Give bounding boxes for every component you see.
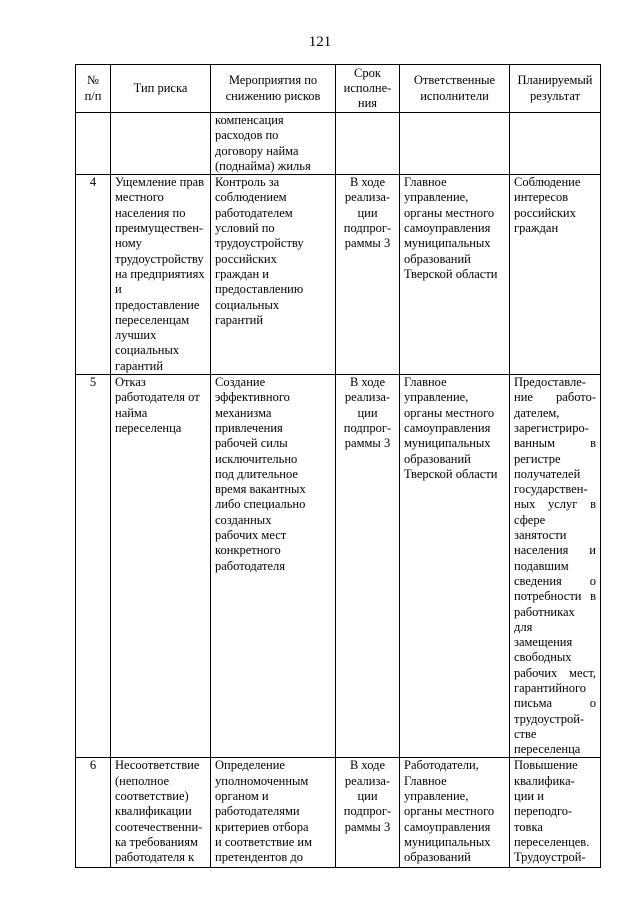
row-6-term xyxy=(336,758,400,868)
cell-line: рабочей силы xyxy=(215,436,288,451)
cell-line: рабочих мест, xyxy=(514,665,596,680)
cell-line: замещения xyxy=(514,635,573,650)
header-measures xyxy=(211,65,336,113)
cell-line: гарантийного xyxy=(514,680,587,695)
cell-line: ции xyxy=(357,205,378,220)
cell-line: Несоответствие xyxy=(115,758,200,773)
cell-line: Предоставле- xyxy=(514,375,586,390)
cell-line: соответствие) xyxy=(115,789,189,804)
cell-line: лучших xyxy=(115,328,157,343)
cell-line: расходов по xyxy=(215,128,279,143)
cell-line: подпрог- xyxy=(343,420,392,435)
row-cont-responsible xyxy=(400,113,510,175)
cell-line: условий по xyxy=(215,221,275,236)
cell-line: трудоустройству xyxy=(115,251,204,266)
table-row xyxy=(76,758,601,868)
cell-line: граждан xyxy=(514,221,559,236)
cell-line: раммы 3 xyxy=(344,819,391,834)
cell-line: предоставление xyxy=(115,297,200,312)
cell-line: соблюдением xyxy=(215,190,287,205)
row-4-risk-type xyxy=(111,175,211,375)
cell-line: гарантий xyxy=(115,358,164,373)
row-4-measures xyxy=(211,175,336,375)
cell-line: органы местного xyxy=(404,405,495,420)
cell-line: органы местного xyxy=(404,205,495,220)
cell-line: Повышение xyxy=(514,758,578,773)
row-cont-num xyxy=(76,113,111,175)
row-5-num: 5 xyxy=(76,375,111,758)
cell-line: сведения о xyxy=(514,573,596,588)
row-cont-term xyxy=(336,113,400,175)
row-4-term xyxy=(336,175,400,375)
row-6-num: 6 xyxy=(76,758,111,868)
cell-line: исполне- xyxy=(343,80,392,95)
cell-line: и соответствие им xyxy=(215,834,313,849)
cell-line: населения и xyxy=(514,543,596,558)
cell-line: ка требованиям xyxy=(115,834,198,849)
cell-line: Срок xyxy=(354,65,381,80)
cell-line: привлечения xyxy=(215,420,283,435)
cell-line: ции xyxy=(357,789,378,804)
cell-line: товка xyxy=(514,819,543,834)
table-row xyxy=(76,175,601,375)
page-number: 121 xyxy=(308,34,332,50)
cell-line: ных услуг в xyxy=(514,497,596,512)
row-cont-risk-type xyxy=(111,113,211,175)
cell-line: раммы 3 xyxy=(344,436,391,451)
cell-line: Главное xyxy=(404,375,447,390)
cell-line: под длительное xyxy=(215,466,298,481)
cell-line: претендентов до xyxy=(215,850,303,865)
cell-line: Создание xyxy=(215,375,266,390)
cell-line: российских xyxy=(514,205,576,220)
row-cont-result xyxy=(510,113,601,175)
cell-line: ния xyxy=(357,96,378,111)
row-cont-measures xyxy=(211,113,336,175)
cell-line: управление, xyxy=(404,390,469,405)
cell-line: рабочих мест xyxy=(215,528,287,543)
cell-line: сфере xyxy=(514,512,546,527)
cell-line: образований xyxy=(404,251,471,266)
header-num xyxy=(76,65,111,113)
row-4-result xyxy=(510,175,601,375)
row-5-measures xyxy=(211,375,336,758)
cell-line: свободных xyxy=(514,650,572,665)
cell-line: работодателя к xyxy=(115,850,195,865)
cell-line: муниципальных xyxy=(404,834,491,849)
cell-line: дателем, xyxy=(514,405,560,420)
cell-line: раммы 3 xyxy=(344,236,391,251)
cell-line: время вакантных xyxy=(215,482,306,497)
cell-line: преимуществен- xyxy=(115,221,204,236)
cell-line: социальных xyxy=(215,297,280,312)
cell-line: работодателем xyxy=(215,205,293,220)
cell-line: самоуправления xyxy=(404,221,491,236)
cell-line: (неполное xyxy=(115,773,170,788)
cell-line: реализа- xyxy=(344,390,391,405)
cell-line: либо специально xyxy=(215,497,306,512)
cell-line: работодателя от xyxy=(115,390,200,405)
cell-line: реализа- xyxy=(344,773,391,788)
cell-line: управление, xyxy=(404,190,469,205)
cell-line: граждан и xyxy=(215,266,269,281)
cell-line: органом и xyxy=(215,789,269,804)
risk-table xyxy=(75,64,601,868)
header-result xyxy=(510,65,601,113)
cell-line: В ходе xyxy=(349,758,386,773)
cell-line: конкретного xyxy=(215,543,281,558)
cell-line: найма xyxy=(115,405,148,420)
cell-line: В ходе xyxy=(349,375,386,390)
cell-line: переселенцев. xyxy=(514,834,590,849)
cell-line: самоуправления xyxy=(404,819,491,834)
cell-line: переселенца xyxy=(115,420,182,435)
cell-line: Соблюдение xyxy=(514,175,581,190)
cell-line: ции и xyxy=(514,789,544,804)
cell-line: критериев отбора xyxy=(215,819,309,834)
cell-line: соотечественни- xyxy=(115,819,203,834)
cell-line: п/п xyxy=(84,88,102,103)
cell-line: ние работо- xyxy=(514,390,596,405)
table-header-row xyxy=(76,65,601,113)
cell-line: исполнители xyxy=(420,88,489,103)
cell-line: на предприятиях xyxy=(115,266,205,281)
cell-line: квалифика- xyxy=(514,773,575,788)
cell-line: подпрог- xyxy=(343,221,392,236)
cell-line: Контроль за xyxy=(215,175,280,190)
cell-line: созданных xyxy=(215,512,272,527)
table-row xyxy=(76,375,601,758)
cell-line: Отказ xyxy=(115,375,146,390)
header-responsible xyxy=(400,65,510,113)
cell-line: договору найма xyxy=(215,143,299,158)
row-6-result xyxy=(510,758,601,868)
cell-line: ции xyxy=(357,405,378,420)
cell-line: Ущемление прав xyxy=(115,175,205,190)
cell-line: механизма xyxy=(215,405,272,420)
cell-line: Планируемый xyxy=(517,73,593,88)
cell-line: подпрог- xyxy=(343,804,392,819)
row-5-risk-type xyxy=(111,375,211,758)
cell-line: В ходе xyxy=(349,175,386,190)
row-5-responsible xyxy=(400,375,510,758)
row-6-responsible xyxy=(400,758,510,868)
row-4-num: 4 xyxy=(76,175,111,375)
cell-line: государствен- xyxy=(514,482,588,497)
cell-line: Определение xyxy=(215,758,285,773)
cell-line: Ответственные xyxy=(413,73,496,88)
cell-line: Главное xyxy=(404,773,447,788)
table-row xyxy=(76,113,601,175)
cell-line: № xyxy=(87,73,99,88)
cell-line: подавшим xyxy=(514,558,569,573)
cell-line: Тверской области xyxy=(404,266,498,281)
row-6-measures xyxy=(211,758,336,868)
cell-line: исключительно xyxy=(215,451,298,466)
row-4-responsible xyxy=(400,175,510,375)
cell-line: работодателями xyxy=(215,804,300,819)
cell-line: переподго- xyxy=(514,804,573,819)
cell-line: письма о xyxy=(514,696,596,711)
cell-line: зарегистриро- xyxy=(514,420,589,435)
cell-line: результат xyxy=(529,88,581,103)
cell-line: ванным в xyxy=(514,436,596,451)
cell-line: занятости xyxy=(514,528,567,543)
cell-line: Трудоустрой- xyxy=(514,850,586,865)
cell-line: стве xyxy=(514,726,537,741)
cell-line: муниципальных xyxy=(404,436,491,451)
cell-line: уполномоченным xyxy=(215,773,309,788)
cell-line: Тверской области xyxy=(404,466,498,481)
cell-line: населения по xyxy=(115,205,186,220)
cell-line: регистре xyxy=(514,451,561,466)
cell-line: социальных xyxy=(115,343,180,358)
cell-line: Работодатели, xyxy=(404,758,479,773)
cell-line: образований xyxy=(404,451,471,466)
cell-line: образований xyxy=(404,850,471,865)
row-5-result xyxy=(510,375,601,758)
cell-line: трудоустрой- xyxy=(514,711,585,726)
cell-line: органы местного xyxy=(404,804,495,819)
cell-line: российских xyxy=(215,251,277,266)
cell-line: Главное xyxy=(404,175,447,190)
cell-line: муниципальных xyxy=(404,236,491,251)
cell-line: для xyxy=(514,619,533,634)
cell-line: трудоустройству xyxy=(215,236,304,251)
header-term xyxy=(336,65,400,113)
cell-line: переселенцам xyxy=(115,312,190,327)
cell-line: и xyxy=(115,282,122,297)
cell-line: ному xyxy=(115,236,142,251)
row-6-risk-type xyxy=(111,758,211,868)
cell-line: работодателя xyxy=(215,558,286,573)
cell-line: (поднайма) жилья xyxy=(215,158,311,173)
cell-line: гарантий xyxy=(215,312,264,327)
cell-line: реализа- xyxy=(344,190,391,205)
cell-line: Мероприятия по xyxy=(228,73,318,88)
cell-line: потребности в xyxy=(514,589,596,604)
cell-line: управление, xyxy=(404,789,469,804)
cell-line: Тип риска xyxy=(133,80,188,95)
header-risk-type xyxy=(111,65,211,113)
cell-line: получателей xyxy=(514,466,581,481)
cell-line: компенсация xyxy=(215,113,284,127)
cell-line: местного xyxy=(115,190,164,205)
cell-line: предоставлению xyxy=(215,282,304,297)
cell-line: переселенца xyxy=(514,742,581,757)
cell-line: самоуправления xyxy=(404,420,491,435)
cell-line: интересов xyxy=(514,190,569,205)
cell-line: эффективного xyxy=(215,390,290,405)
cell-line: снижению рисков xyxy=(225,88,321,103)
cell-line: работниках xyxy=(514,604,575,619)
cell-line: квалификации xyxy=(115,804,192,819)
row-5-term xyxy=(336,375,400,758)
